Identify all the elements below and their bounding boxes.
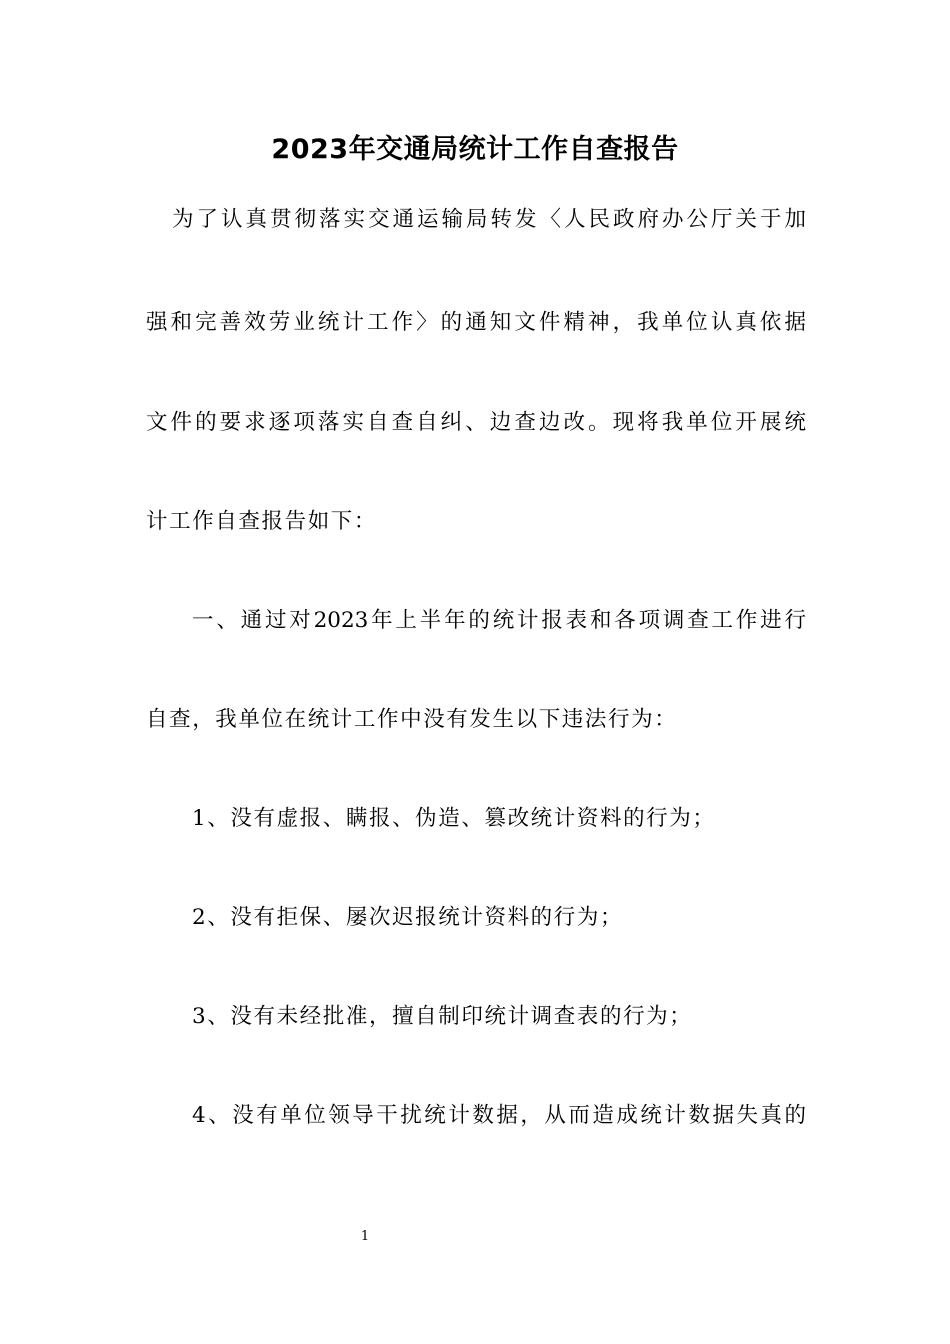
page-number: 1: [360, 1229, 370, 1244]
paragraph-line: 一、通过对2023年上半年的统计报表和各项调查工作进行: [192, 608, 806, 633]
paragraph-line: 文件的要求逐项落实自查自纠、边查边改。现将我单位开展统: [146, 410, 806, 435]
paragraph-line: 为了认真贯彻落实交通运输局转发〈人民政府办公厅关于加: [172, 207, 806, 232]
paragraph-line: 计工作自查报告如下：: [146, 509, 378, 534]
list-item: 2、没有拒保、屡次迟报统计资料的行为；: [192, 905, 624, 930]
list-item: 1、没有虚报、瞒报、伪造、篡改统计资料的行为；: [192, 806, 716, 831]
document-title: 2023年交通局统计工作自查报告: [271, 134, 679, 165]
list-item: 3、没有未经批准，擅自制印统计调查表的行为；: [192, 1004, 693, 1029]
list-item: 4、没有单位领导干扰统计数据，从而造成统计数据失真的: [192, 1103, 806, 1128]
paragraph-line: 强和完善效劳业统计工作〉的通知文件精神，我单位认真依据: [146, 310, 806, 335]
paragraph-line: 自查，我单位在统计工作中没有发生以下违法行为：: [146, 707, 678, 732]
